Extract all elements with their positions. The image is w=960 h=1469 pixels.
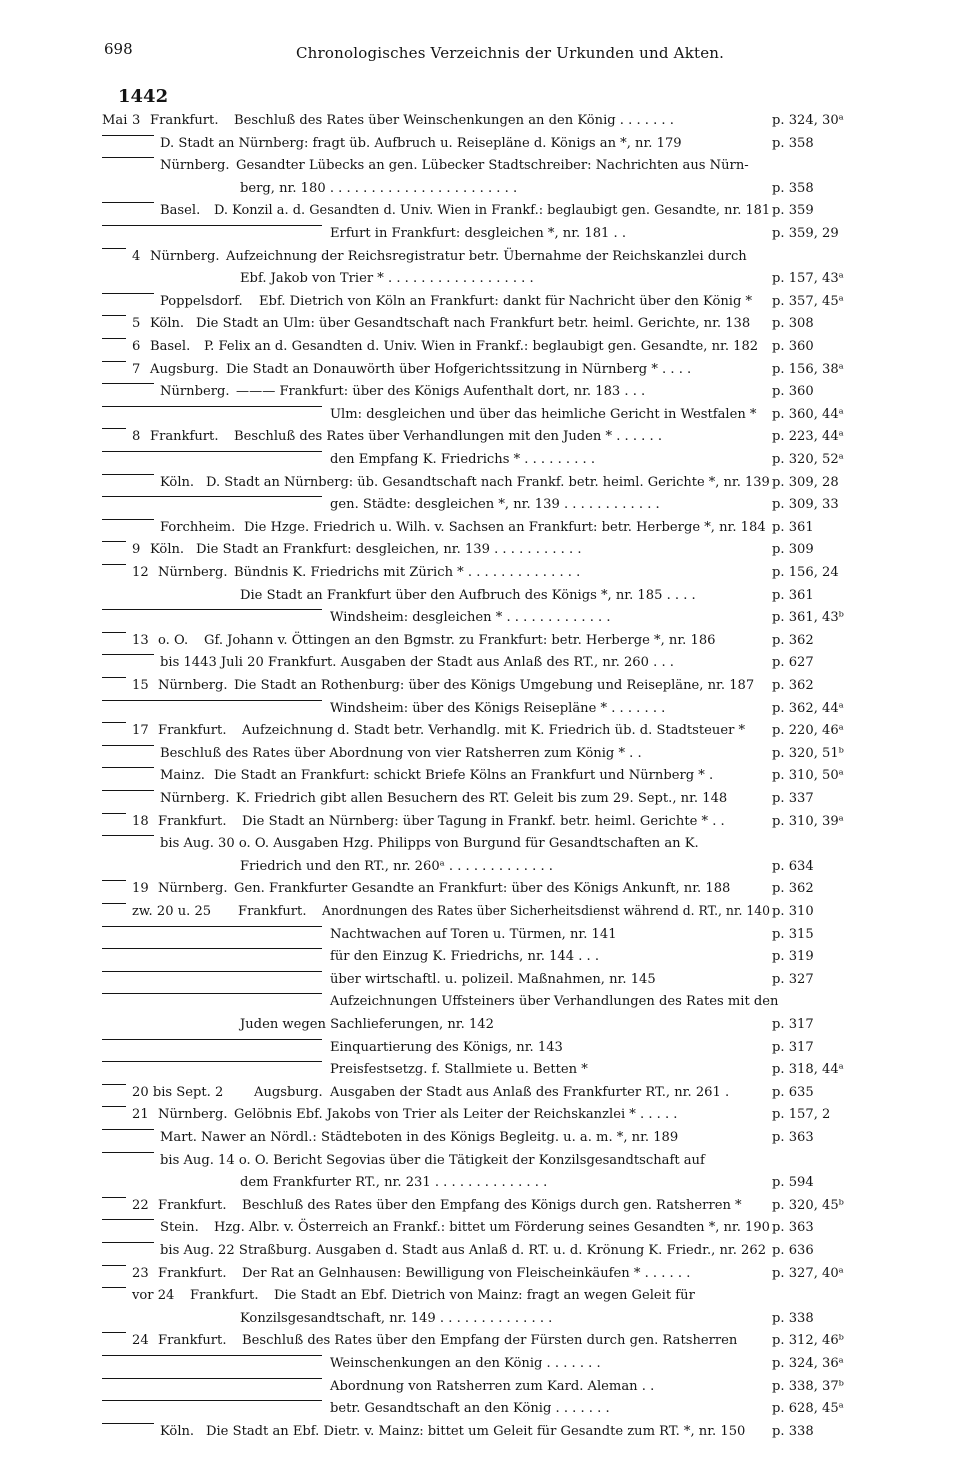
- repeat-dash: [102, 813, 126, 814]
- entry-text: Ausgaben der Stadt aus Anlaß des Frankfurter RT., nr. 261 .: [330, 1085, 730, 1100]
- repeat-dash: [102, 1039, 322, 1040]
- page-reference: p. 309, 28: [772, 475, 839, 490]
- entry-row: [102, 474, 862, 492]
- page-reference: p. 337: [772, 791, 814, 806]
- entry-text: Abordnung von Ratsherren zum Kard. Aleman . .: [330, 1379, 655, 1394]
- page-reference: p. 312, 46ᵇ: [772, 1333, 844, 1348]
- entry-text: berg, nr. 180 . . . . . . . . . . . . . . . . . . . . . . .: [240, 181, 518, 196]
- page-reference: p. 357, 45ᵃ: [772, 294, 844, 309]
- entry-row: [102, 1106, 862, 1124]
- entry-text: Preisfestsetzg. f. Stallmiete u. Betten *: [330, 1062, 588, 1077]
- entry-row: [102, 248, 862, 266]
- page-reference: p. 363: [772, 1130, 814, 1145]
- entry-row: [102, 496, 862, 514]
- page-reference: p. 635: [772, 1085, 814, 1100]
- entry-text: Aufzeichnung der Reichsregistratur betr. Übernahme der Reichskanzlei durch: [226, 249, 747, 264]
- page-reference: p. 360: [772, 339, 814, 354]
- date-label: zw. 20 u. 25: [132, 904, 212, 919]
- repeat-dash: [102, 428, 126, 429]
- entry-row: [102, 1423, 862, 1441]
- entry-row: [102, 112, 862, 130]
- entry-row: [102, 1061, 862, 1079]
- place-label: Köln.: [160, 475, 195, 490]
- page-reference: p. 308: [772, 316, 814, 331]
- repeat-dash: [102, 1084, 126, 1085]
- place-label: Frankfurt.: [158, 814, 227, 829]
- entry-row: [102, 790, 862, 808]
- page-reference: p. 157, 2: [772, 1107, 831, 1122]
- entry-text: dem Frankfurter RT., nr. 231 . . . . . . . . . . . . . .: [240, 1175, 548, 1190]
- repeat-dash: [102, 632, 126, 633]
- running-title: Chronologisches Verzeichnis der Urkunden und Akten.: [296, 44, 725, 62]
- page-reference: p. 310, 39ᵃ: [772, 814, 844, 829]
- date-label: 21: [132, 1107, 149, 1122]
- repeat-dash: [102, 993, 322, 994]
- entry-row: [102, 1355, 862, 1373]
- page-reference: p. 359: [772, 203, 814, 218]
- place-label: Köln.: [150, 316, 185, 331]
- repeat-dash: [102, 157, 154, 158]
- place-label: Poppelsdorf.: [160, 294, 243, 309]
- entry-row: [102, 609, 862, 627]
- entry-text: den Empfang K. Friedrichs * . . . . . . . . .: [330, 452, 596, 467]
- page-reference: p. 363: [772, 1220, 814, 1235]
- entry-row: [102, 813, 862, 831]
- entry-text: bis Aug. 14 o. O. Bericht Segovias über die Tätigkeit der Konzilsgesandtschaft auf: [160, 1153, 705, 1168]
- entry-text: Beschluß des Rates über Abordnung von vier Ratsherren zum König * . .: [160, 746, 642, 761]
- entry-text: Die Stadt an Ebf. Dietr. v. Mainz: bittet um Geleit für Gesandte zum RT. *, nr. 150: [206, 1424, 746, 1439]
- entry-row: [102, 632, 862, 650]
- repeat-dash: [102, 903, 126, 904]
- page-reference: p. 362, 44ᵃ: [772, 701, 844, 716]
- entry-text: D. Konzil a. d. Gesandten d. Univ. Wien in Frankf.: beglaubigt gen. Gesandte, nr. 181: [214, 203, 771, 218]
- place-label: Basel.: [160, 203, 201, 218]
- page-reference: p. 156, 38ᵃ: [772, 362, 844, 377]
- page-reference: p. 157, 43ᵃ: [772, 271, 844, 286]
- entry-row: [102, 654, 862, 672]
- repeat-dash: [102, 1332, 126, 1333]
- entry-text: K. Friedrich gibt allen Besuchern des RT. Geleit bis zum 29. Sept., nr. 148: [236, 791, 728, 806]
- page-reference: p. 317: [772, 1017, 814, 1032]
- page-reference: p. 310: [772, 904, 814, 919]
- repeat-dash: [102, 1061, 322, 1062]
- entry-row: [102, 1016, 862, 1034]
- repeat-dash: [102, 202, 154, 203]
- entry-row: [102, 202, 862, 220]
- page-reference: p. 324, 36ᵃ: [772, 1356, 844, 1371]
- entry-text: Die Stadt an Rothenburg: über des Königs Umgebung und Reisepläne, nr. 187: [234, 678, 755, 693]
- page-reference: p. 223, 44ᵃ: [772, 429, 844, 444]
- page-number: 698: [104, 40, 133, 58]
- page-reference: p. 327, 40ᵃ: [772, 1266, 844, 1281]
- entry-row: [102, 677, 862, 695]
- date-label: 24: [132, 1333, 149, 1348]
- entry-text: Die Stadt an Frankfurt: schickt Briefe Kölns an Frankfurt und Nürnberg * .: [214, 768, 714, 783]
- entry-text: Bündnis K. Friedrichs mit Zürich * . . . . . . . . . . . . . .: [234, 565, 581, 580]
- page-reference: p. 317: [772, 1040, 814, 1055]
- entry-row: [102, 406, 862, 424]
- year-heading: 1442: [118, 86, 169, 107]
- place-label: Nürnberg.: [158, 678, 228, 693]
- page-reference: p. 220, 46ᵃ: [772, 723, 844, 738]
- place-label: Augsburg.: [150, 362, 219, 377]
- repeat-dash: [102, 677, 126, 678]
- place-label: Nürnberg.: [158, 565, 228, 580]
- entry-text: Aufzeichnungen Uffsteiners über Verhandlungen des Rates mit den: [330, 994, 779, 1009]
- place-label: Nürnberg.: [158, 881, 228, 896]
- page-reference: p. 309: [772, 542, 814, 557]
- place-label: Nürnberg.: [160, 384, 230, 399]
- entry-text: Anordnungen des Rates über Sicherheitsdienst während d. RT., nr. 140: [322, 904, 771, 919]
- repeat-dash: [102, 451, 322, 452]
- repeat-dash: [102, 564, 126, 565]
- date-label: 6: [132, 339, 141, 354]
- place-label: Basel.: [150, 339, 191, 354]
- repeat-dash: [102, 1355, 322, 1356]
- entry-text: Ebf. Jakob von Trier * . . . . . . . . . . . . . . . . . .: [240, 271, 534, 286]
- entry-row: [102, 541, 862, 559]
- entry-row: [102, 587, 862, 605]
- repeat-dash: [102, 1129, 154, 1130]
- entry-text: bis Aug. 22 Straßburg. Ausgaben d. Stadt aus Anlaß d. RT. u. d. Krönung K. Friedr., nr. 262: [160, 1243, 767, 1258]
- place-label: Nürnberg.: [160, 158, 230, 173]
- repeat-dash: [102, 1400, 322, 1401]
- date-label: vor 24: [132, 1288, 175, 1303]
- repeat-dash: [102, 1219, 154, 1220]
- date-label: 22: [132, 1198, 149, 1213]
- page-reference: p. 636: [772, 1243, 814, 1258]
- page-reference: p. 360: [772, 384, 814, 399]
- place-label: Frankfurt.: [238, 904, 307, 919]
- entry-row: [102, 383, 862, 401]
- entry-text: Gesandter Lübecks an gen. Lübecker Stadtschreiber: Nachrichten aus Nürn-: [236, 158, 749, 173]
- entry-row: [102, 1265, 862, 1283]
- entry-row: [102, 971, 862, 989]
- repeat-dash: [102, 225, 322, 226]
- entry-row: [102, 926, 862, 944]
- date-label: 5: [132, 316, 141, 331]
- place-label: Frankfurt.: [158, 1198, 227, 1213]
- repeat-dash: [102, 767, 154, 768]
- entry-text: ——— Frankfurt: über des Königs Aufenthalt dort, nr. 183 . . .: [236, 384, 646, 399]
- page-reference: p. 327: [772, 972, 814, 987]
- entry-text: Die Hzge. Friedrich u. Wilh. v. Sachsen an Frankfurt: betr. Herberge *, nr. 184: [244, 520, 766, 535]
- date-label: 20 bis Sept. 2: [132, 1085, 224, 1100]
- entry-text: Gf. Johann v. Öttingen an den Bgmstr. zu Frankfurt: betr. Herberge *, nr. 186: [204, 633, 716, 648]
- place-label: Forchheim.: [160, 520, 236, 535]
- repeat-dash: [102, 406, 322, 407]
- page-reference: p. 320, 52ᵃ: [772, 452, 844, 467]
- entry-text: Beschluß des Rates über Weinschenkungen an den König . . . . . . .: [234, 113, 674, 128]
- entry-row: [102, 293, 862, 311]
- entry-row: [102, 993, 862, 1011]
- entry-row: [102, 1310, 862, 1328]
- entry-row: [102, 270, 862, 288]
- entry-text: Windsheim: desgleichen * . . . . . . . . . . . . .: [330, 610, 611, 625]
- date-label: 15: [132, 678, 149, 693]
- date-label: 12: [132, 565, 149, 580]
- entry-text: Friedrich und den RT., nr. 260ᵃ . . . . . . . . . . . . .: [240, 859, 553, 874]
- entry-text: Gen. Frankfurter Gesandte an Frankfurt: über des Königs Ankunft, nr. 188: [234, 881, 731, 896]
- entry-text: Weinschenkungen an den König . . . . . . .: [330, 1356, 601, 1371]
- repeat-dash: [102, 926, 322, 927]
- page-reference: p. 362: [772, 881, 814, 896]
- entry-text: Juden wegen Sachlieferungen, nr. 142: [240, 1017, 494, 1032]
- repeat-dash: [102, 609, 322, 610]
- entry-text: P. Felix an d. Gesandten d. Univ. Wien in Frankf.: beglaubigt gen. Gesandte, nr. 182: [204, 339, 759, 354]
- entry-row: [102, 1332, 862, 1350]
- entry-text: Erfurt in Frankfurt: desgleichen *, nr. 181 . .: [330, 226, 627, 241]
- entry-text: betr. Gesandtschaft an den König . . . . . . .: [330, 1401, 610, 1416]
- repeat-dash: [102, 790, 154, 791]
- entry-text: Mart. Nawer an Nördl.: Städteboten in des Königs Begleitg. u. a. m. *, nr. 189: [160, 1130, 679, 1145]
- entry-text: Die Stadt an Ulm: über Gesandtschaft nach Frankfurt betr. heiml. Gerichte, nr. 138: [196, 316, 751, 331]
- entry-row: [102, 1174, 862, 1192]
- entry-text: Die Stadt an Nürnberg: über Tagung in Frankf. betr. heiml. Gerichte * . .: [242, 814, 725, 829]
- date-label: 13: [132, 633, 149, 648]
- page-reference: p. 309, 33: [772, 497, 839, 512]
- entry-text: für den Einzug K. Friedrichs, nr. 144 . . .: [330, 949, 600, 964]
- repeat-dash: [102, 135, 154, 136]
- entry-row: [102, 722, 862, 740]
- place-label: Frankfurt.: [150, 429, 219, 444]
- place-label: Frankfurt.: [158, 1333, 227, 1348]
- entry-row: [102, 564, 862, 582]
- entry-text: Hzg. Albr. v. Österreich an Frankf.: bittet um Förderung seines Gesandten *, nr. 190: [214, 1220, 770, 1235]
- repeat-dash: [102, 1287, 126, 1288]
- repeat-dash: [102, 700, 322, 701]
- repeat-dash: [102, 835, 154, 836]
- page-reference: p. 360, 44ᵃ: [772, 407, 844, 422]
- entry-text: Konzilsgesandtschaft, nr. 149 . . . . . . . . . . . . . .: [240, 1311, 553, 1326]
- place-label: Nürnberg.: [150, 249, 220, 264]
- entry-text: Ulm: desgleichen und über das heimliche Gericht in Westfalen *: [330, 407, 757, 422]
- entry-text: Die Stadt an Ebf. Dietrich von Mainz: fragt an wegen Geleit für: [274, 1288, 695, 1303]
- page-reference: p. 315: [772, 927, 814, 942]
- entry-row: [102, 948, 862, 966]
- entry-text: Aufzeichnung d. Stadt betr. Verhandlg. mit K. Friedrich üb. d. Stadtsteuer *: [242, 723, 746, 738]
- entry-text: Die Stadt an Frankfurt: desgleichen, nr. 139 . . . . . . . . . . .: [196, 542, 582, 557]
- entry-row: [102, 767, 862, 785]
- place-label: Frankfurt.: [190, 1288, 259, 1303]
- place-label: Frankfurt.: [150, 113, 219, 128]
- entry-text: Beschluß des Rates über Verhandlungen mit den Juden * . . . . . .: [234, 429, 662, 444]
- date-label: 17: [132, 723, 149, 738]
- entry-text: Die Stadt an Donauwörth über Hofgerichtssitzung in Nürnberg * . . . .: [226, 362, 692, 377]
- page-reference: p. 338, 37ᵇ: [772, 1379, 844, 1394]
- page-reference: p. 310, 50ᵃ: [772, 768, 844, 783]
- repeat-dash: [102, 722, 126, 723]
- entry-row: [102, 835, 862, 853]
- entry-text: Der Rat an Gelnhausen: Bewilligung von Fleischeinkäufen * . . . . . .: [242, 1266, 691, 1281]
- place-label: Nürnberg.: [158, 1107, 228, 1122]
- repeat-dash: [102, 338, 126, 339]
- repeat-dash: [102, 971, 322, 972]
- repeat-dash: [102, 293, 154, 294]
- page-reference: p. 338: [772, 1311, 814, 1326]
- page-reference: p. 319: [772, 949, 814, 964]
- page-reference: p. 324, 30ᵃ: [772, 113, 844, 128]
- repeat-dash: [102, 948, 322, 949]
- repeat-dash: [102, 315, 126, 316]
- date-label: 9: [132, 542, 141, 557]
- entry-text: Die Stadt an Frankfurt über den Aufbruch des Königs *, nr. 185 . . . .: [240, 588, 696, 603]
- entry-text: bis Aug. 30 o. O. Ausgaben Hzg. Philipps von Burgund für Gesandtschaften an K.: [160, 836, 699, 851]
- date-label: 8: [132, 429, 141, 444]
- page-reference: p. 338: [772, 1424, 814, 1439]
- entry-text: Ebf. Dietrich von Köln an Frankfurt: dankt für Nachricht über den König *: [259, 294, 753, 309]
- repeat-dash: [102, 1423, 154, 1424]
- repeat-dash: [102, 383, 154, 384]
- entry-row: [102, 1378, 862, 1396]
- entry-text: Einquartierung des Königs, nr. 143: [330, 1040, 563, 1055]
- repeat-dash: [102, 474, 154, 475]
- entry-row: [102, 1242, 862, 1260]
- entry-row: [102, 1219, 862, 1237]
- entry-row: [102, 157, 862, 175]
- entry-row: [102, 338, 862, 356]
- entry-text: Nachtwachen auf Toren u. Türmen, nr. 141: [330, 927, 617, 942]
- entry-row: [102, 858, 862, 876]
- date-label: 19: [132, 881, 149, 896]
- entry-row: [102, 519, 862, 537]
- entry-row: [102, 180, 862, 198]
- place-label: Frankfurt.: [158, 723, 227, 738]
- entry-text: Gelöbnis Ebf. Jakobs von Trier als Leiter der Reichskanzlei * . . . . .: [234, 1107, 678, 1122]
- page-reference: p. 359, 29: [772, 226, 839, 241]
- entry-row: [102, 428, 862, 446]
- repeat-dash: [102, 880, 126, 881]
- repeat-dash: [102, 745, 154, 746]
- page-reference: p. 156, 24: [772, 565, 839, 580]
- date-label: 7: [132, 362, 141, 377]
- page-reference: p. 361, 43ᵇ: [772, 610, 844, 625]
- entry-row: [102, 315, 862, 333]
- date-label: 4: [132, 249, 141, 264]
- page-reference: p. 634: [772, 859, 814, 874]
- place-label: Nürnberg.: [160, 791, 230, 806]
- page-reference: p. 361: [772, 520, 814, 535]
- entry-text: Beschluß des Rates über den Empfang der Fürsten durch gen. Ratsherren: [242, 1333, 738, 1348]
- entry-text: D. Stadt an Nürnberg: üb. Gesandtschaft nach Frankf. betr. heiml. Gerichte *, nr. 139: [206, 475, 770, 490]
- page-reference: p. 320, 45ᵇ: [772, 1198, 844, 1213]
- entry-text: gen. Städte: desgleichen *, nr. 139 . . . . . . . . . . . .: [330, 497, 660, 512]
- entry-text: bis 1443 Juli 20 Frankfurt. Ausgaben der Stadt aus Anlaß des RT., nr. 260 . . .: [160, 655, 674, 670]
- date-label: 3: [132, 113, 141, 128]
- page-reference: p. 358: [772, 136, 814, 151]
- repeat-dash: [102, 1106, 126, 1107]
- entry-row: [102, 1129, 862, 1147]
- entry-text: Beschluß des Rates über den Empfang des Königs durch gen. Ratsherren *: [242, 1198, 742, 1213]
- entry-text: Windsheim: über des Königs Reisepläne * . . . . . . .: [330, 701, 666, 716]
- page-reference: p. 358: [772, 181, 814, 196]
- repeat-dash: [102, 654, 154, 655]
- entry-row: [102, 903, 862, 921]
- entry-row: [102, 135, 862, 153]
- entry-row: [102, 1039, 862, 1057]
- page-reference: p. 362: [772, 678, 814, 693]
- entry-row: [102, 745, 862, 763]
- repeat-dash: [102, 496, 322, 497]
- page-reference: p. 320, 51ᵇ: [772, 746, 844, 761]
- entry-row: [102, 1287, 862, 1305]
- month-label: Mai: [102, 113, 128, 128]
- place-label: Augsburg.: [254, 1085, 323, 1100]
- place-label: Köln.: [160, 1424, 195, 1439]
- entry-row: [102, 700, 862, 718]
- page-reference: p. 362: [772, 633, 814, 648]
- entry-row: [102, 361, 862, 379]
- repeat-dash: [102, 1197, 126, 1198]
- place-label: Mainz.: [160, 768, 205, 783]
- repeat-dash: [102, 541, 126, 542]
- page-reference: p. 361: [772, 588, 814, 603]
- repeat-dash: [102, 1378, 322, 1379]
- entry-text: über wirtschaftl. u. polizeil. Maßnahmen, nr. 145: [330, 972, 656, 987]
- repeat-dash: [102, 519, 154, 520]
- page-reference: p. 318, 44ᵃ: [772, 1062, 844, 1077]
- place-label: Stein.: [160, 1220, 199, 1235]
- date-label: 18: [132, 814, 149, 829]
- repeat-dash: [102, 1242, 154, 1243]
- entry-row: [102, 1400, 862, 1418]
- entry-text: D. Stadt an Nürnberg: fragt üb. Aufbruch u. Reisepläne d. Königs an *, nr. 179: [160, 136, 682, 151]
- entry-row: [102, 451, 862, 469]
- repeat-dash: [102, 361, 126, 362]
- entry-row: [102, 225, 862, 243]
- place-label: Köln.: [150, 542, 185, 557]
- repeat-dash: [102, 1152, 154, 1153]
- place-label: Frankfurt.: [158, 1266, 227, 1281]
- repeat-dash: [102, 1265, 126, 1266]
- place-label: o. O.: [158, 633, 189, 648]
- entry-row: [102, 1152, 862, 1170]
- entry-row: [102, 1084, 862, 1102]
- page-reference: p. 594: [772, 1175, 814, 1190]
- entry-row: [102, 1197, 862, 1215]
- page-reference: p. 628, 45ᵃ: [772, 1401, 844, 1416]
- repeat-dash: [102, 248, 126, 249]
- date-label: 23: [132, 1266, 149, 1281]
- entry-row: [102, 880, 862, 898]
- page-reference: p. 627: [772, 655, 814, 670]
